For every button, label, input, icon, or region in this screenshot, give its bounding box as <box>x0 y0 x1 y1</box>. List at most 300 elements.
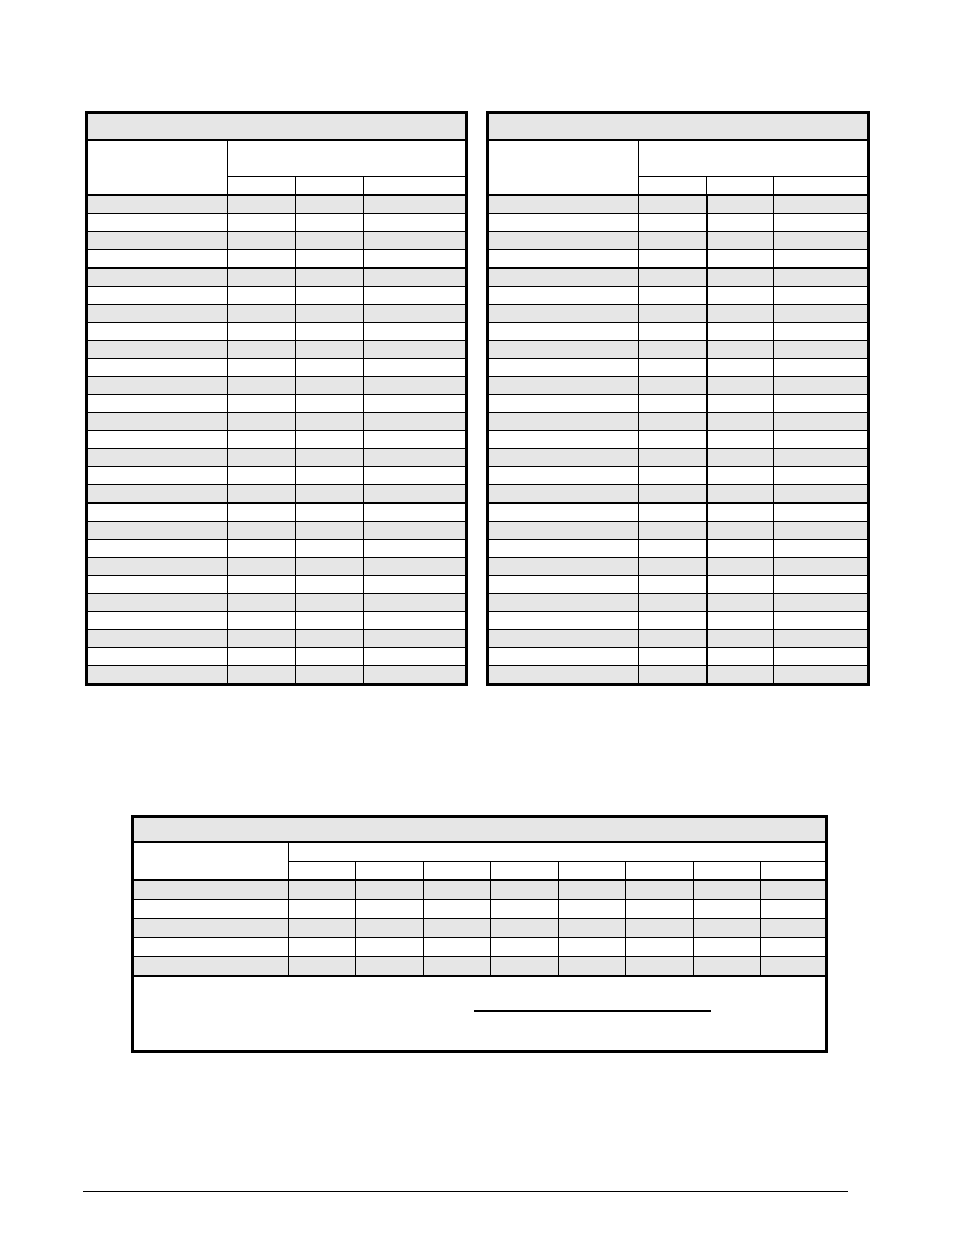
table-cell <box>694 900 761 919</box>
table-cell <box>364 268 467 287</box>
table-cell <box>228 449 296 467</box>
column-header <box>639 177 707 196</box>
table-cell <box>296 305 364 323</box>
table-cell <box>707 359 774 377</box>
table-cell <box>296 323 364 341</box>
table-cell <box>228 648 296 666</box>
table-cell <box>228 359 296 377</box>
table-cell <box>694 957 761 977</box>
table-cell <box>87 214 228 232</box>
table-cell <box>774 250 869 269</box>
table-row <box>87 214 467 232</box>
table-cell <box>228 503 296 522</box>
table-row <box>488 449 869 467</box>
table-cell <box>87 576 228 594</box>
table-cell <box>488 214 639 232</box>
table-cell <box>774 431 869 449</box>
table-cell <box>228 576 296 594</box>
table-cell <box>289 957 356 977</box>
table-cell <box>364 377 467 395</box>
table-cell <box>491 938 559 957</box>
table-row <box>488 630 869 648</box>
table-cell <box>774 485 869 504</box>
table-cell <box>639 576 707 594</box>
table-cell <box>707 268 774 287</box>
table-cell <box>364 250 467 269</box>
table-cell <box>296 214 364 232</box>
table-cell <box>488 630 639 648</box>
table-cell <box>228 413 296 431</box>
table-cell <box>87 323 228 341</box>
table-cell <box>626 900 694 919</box>
table-cell <box>364 503 467 522</box>
column-header <box>559 862 626 881</box>
table-cell <box>364 323 467 341</box>
table-cell <box>488 395 639 413</box>
table-row <box>133 938 827 957</box>
table-cell <box>774 359 869 377</box>
table-row <box>488 467 869 485</box>
table-cell <box>296 377 364 395</box>
table-cell <box>774 214 869 232</box>
table-cell <box>364 485 467 504</box>
table-row <box>87 485 467 504</box>
table-row <box>87 287 467 305</box>
table-cell <box>707 195 774 214</box>
table-cell <box>491 880 559 900</box>
table-cell <box>694 880 761 900</box>
table-cell <box>87 522 228 540</box>
table-cell <box>296 540 364 558</box>
table-cell <box>774 612 869 630</box>
table-cell <box>424 957 491 977</box>
table-cell <box>707 250 774 269</box>
table-cell <box>707 522 774 540</box>
table-cell <box>228 630 296 648</box>
table-cell <box>488 413 639 431</box>
table-cell <box>488 558 639 576</box>
table-cell <box>707 305 774 323</box>
table-cell <box>774 395 869 413</box>
table-row <box>87 305 467 323</box>
table-row <box>87 250 467 269</box>
table-row <box>488 485 869 504</box>
table-cell <box>639 359 707 377</box>
table-cell <box>774 287 869 305</box>
table-row <box>87 323 467 341</box>
table-cell <box>87 341 228 359</box>
table-row <box>488 612 869 630</box>
table-title-row <box>87 113 467 141</box>
table-header-row <box>133 842 827 862</box>
table-cell <box>774 522 869 540</box>
table-cell <box>639 214 707 232</box>
table-cell <box>774 449 869 467</box>
table-row <box>488 305 869 323</box>
column-header <box>626 862 694 881</box>
column-header <box>424 862 491 881</box>
table-cell <box>296 250 364 269</box>
table-cell <box>296 594 364 612</box>
table-cell <box>364 195 467 214</box>
table-row <box>133 957 827 977</box>
table-cell <box>639 377 707 395</box>
table-cell <box>639 612 707 630</box>
table-cell <box>639 449 707 467</box>
table-row <box>488 232 869 250</box>
table-cell <box>364 612 467 630</box>
table-cell <box>774 467 869 485</box>
table-cell <box>639 341 707 359</box>
table-cell <box>694 919 761 938</box>
table-cell <box>639 250 707 269</box>
table-cell <box>364 540 467 558</box>
table-cell <box>774 648 869 666</box>
table-row <box>87 503 467 522</box>
table-cell <box>87 377 228 395</box>
table-cell <box>491 957 559 977</box>
table-cell <box>488 612 639 630</box>
table-cell <box>87 630 228 648</box>
table-cell <box>228 431 296 449</box>
table-cell <box>639 195 707 214</box>
column-header <box>356 862 424 881</box>
table-cell <box>87 612 228 630</box>
column-group-header <box>639 140 869 177</box>
column-header <box>694 862 761 881</box>
table-cell <box>228 540 296 558</box>
table-row <box>488 503 869 522</box>
table-cell <box>296 431 364 449</box>
table-row <box>87 648 467 666</box>
table-cell <box>87 195 228 214</box>
table-cell <box>364 576 467 594</box>
signature-row <box>133 976 827 1052</box>
table-cell <box>228 323 296 341</box>
table-cell <box>559 880 626 900</box>
table-cell <box>356 919 424 938</box>
table-cell <box>488 431 639 449</box>
table-cell <box>87 485 228 504</box>
table-cell <box>424 880 491 900</box>
table-cell <box>356 938 424 957</box>
table-cell <box>228 268 296 287</box>
table-cell <box>488 522 639 540</box>
table-cell <box>356 880 424 900</box>
table-row <box>87 467 467 485</box>
table-cell <box>488 540 639 558</box>
table-cell <box>639 268 707 287</box>
table-cell <box>296 503 364 522</box>
table-cell <box>87 467 228 485</box>
table-cell <box>296 195 364 214</box>
table-row <box>87 558 467 576</box>
table-cell <box>289 880 356 900</box>
data-table-left <box>85 111 468 686</box>
table-cell <box>488 485 639 504</box>
table-title <box>87 113 467 141</box>
table-cell <box>639 287 707 305</box>
table-cell <box>289 938 356 957</box>
table-cell <box>296 359 364 377</box>
column-header <box>364 177 467 196</box>
table-row <box>87 359 467 377</box>
column-header-name <box>87 140 228 195</box>
table-cell <box>296 648 364 666</box>
table-row <box>87 522 467 540</box>
table-cell <box>707 485 774 504</box>
table-cell <box>364 648 467 666</box>
table-cell <box>774 594 869 612</box>
table-cell <box>296 287 364 305</box>
table-cell <box>228 195 296 214</box>
table-cell <box>707 413 774 431</box>
column-header <box>491 862 559 881</box>
table-cell <box>87 395 228 413</box>
table-row <box>488 395 869 413</box>
table-cell <box>488 341 639 359</box>
column-header <box>707 177 774 196</box>
table-row <box>87 377 467 395</box>
table-cell <box>639 558 707 576</box>
table-cell <box>707 540 774 558</box>
table-cell <box>639 666 707 685</box>
table-cell <box>296 341 364 359</box>
table-cell <box>488 666 639 685</box>
table-cell <box>133 880 289 900</box>
table-cell <box>87 268 228 287</box>
column-header <box>761 862 827 881</box>
table-cell <box>639 305 707 323</box>
table-cell <box>761 880 827 900</box>
table-row <box>488 431 869 449</box>
table-cell <box>488 449 639 467</box>
table-cell <box>639 503 707 522</box>
table-cell <box>488 576 639 594</box>
table-cell <box>488 287 639 305</box>
table-cell <box>559 938 626 957</box>
table-cell <box>87 449 228 467</box>
table-cell <box>707 558 774 576</box>
table-cell <box>774 232 869 250</box>
table-cell <box>491 900 559 919</box>
table-cell <box>356 957 424 977</box>
table-cell <box>774 377 869 395</box>
table-row <box>488 268 869 287</box>
table-cell <box>364 467 467 485</box>
table-cell <box>289 900 356 919</box>
table-row <box>133 900 827 919</box>
table-cell <box>626 880 694 900</box>
table-cell <box>87 287 228 305</box>
table-cell <box>491 919 559 938</box>
table-header-row <box>488 140 869 177</box>
table-cell <box>289 919 356 938</box>
table-cell <box>694 938 761 957</box>
table-row <box>488 576 869 594</box>
table-cell <box>707 287 774 305</box>
table-cell <box>639 540 707 558</box>
table-cell <box>707 594 774 612</box>
table-cell <box>626 957 694 977</box>
table-cell <box>774 666 869 685</box>
table-cell <box>424 900 491 919</box>
table-cell <box>356 900 424 919</box>
table-cell <box>364 413 467 431</box>
table-cell <box>707 395 774 413</box>
table-cell <box>133 919 289 938</box>
page-footer-rule <box>83 1191 848 1192</box>
table-cell <box>87 413 228 431</box>
table-title <box>133 817 827 843</box>
table-cell <box>707 323 774 341</box>
column-header-name <box>133 842 289 880</box>
table-row <box>488 250 869 269</box>
table-row <box>488 287 869 305</box>
table-cell <box>707 377 774 395</box>
table-cell <box>488 377 639 395</box>
table-cell <box>774 503 869 522</box>
table-cell <box>296 413 364 431</box>
table-cell <box>296 558 364 576</box>
table-cell <box>296 576 364 594</box>
table-cell <box>228 558 296 576</box>
table-row <box>488 214 869 232</box>
table-cell <box>707 341 774 359</box>
table-left-body <box>87 113 467 685</box>
table-cell <box>87 648 228 666</box>
column-header <box>774 177 869 196</box>
table-cell <box>774 268 869 287</box>
table-cell <box>364 214 467 232</box>
table-cell <box>228 341 296 359</box>
table-cell <box>707 576 774 594</box>
table-cell <box>639 431 707 449</box>
table-cell <box>228 594 296 612</box>
table-title-row <box>133 817 827 843</box>
table-cell <box>639 648 707 666</box>
table-cell <box>228 522 296 540</box>
table-row <box>87 576 467 594</box>
table-cell <box>87 503 228 522</box>
table-header-row <box>87 140 467 177</box>
table-cell <box>296 630 364 648</box>
table-cell <box>774 341 869 359</box>
table-cell <box>488 305 639 323</box>
table-row <box>87 195 467 214</box>
column-header-name <box>488 140 639 195</box>
table-row <box>488 522 869 540</box>
table-bottom-body <box>133 817 827 1052</box>
table-cell <box>774 630 869 648</box>
table-cell <box>364 594 467 612</box>
signature-line[interactable] <box>474 1010 711 1012</box>
table-row <box>488 359 869 377</box>
table-row <box>488 540 869 558</box>
table-cell <box>228 287 296 305</box>
table-row <box>488 195 869 214</box>
table-cell <box>707 666 774 685</box>
table-cell <box>364 431 467 449</box>
table-cell <box>296 268 364 287</box>
table-right-body <box>488 113 869 685</box>
data-table-right <box>486 111 870 686</box>
table-cell <box>761 919 827 938</box>
table-cell <box>488 648 639 666</box>
table-cell <box>639 630 707 648</box>
table-row <box>488 558 869 576</box>
table-cell <box>707 214 774 232</box>
table-cell <box>707 612 774 630</box>
table-cell <box>488 268 639 287</box>
table-cell <box>87 666 228 685</box>
table-cell <box>639 522 707 540</box>
table-cell <box>87 359 228 377</box>
data-table-bottom <box>131 815 828 1053</box>
column-group-header <box>228 140 467 177</box>
table-cell <box>626 919 694 938</box>
table-cell <box>228 612 296 630</box>
table-cell <box>87 594 228 612</box>
table-row <box>488 323 869 341</box>
table-cell <box>133 957 289 977</box>
table-cell <box>364 341 467 359</box>
column-header <box>289 862 356 881</box>
table-cell <box>488 359 639 377</box>
table-row <box>488 341 869 359</box>
table-cell <box>228 377 296 395</box>
table-cell <box>774 195 869 214</box>
table-cell <box>228 214 296 232</box>
table-row <box>488 413 869 431</box>
table-row <box>87 431 467 449</box>
table-cell <box>87 232 228 250</box>
column-header <box>296 177 364 196</box>
table-row <box>87 666 467 685</box>
table-cell <box>364 522 467 540</box>
table-cell <box>774 323 869 341</box>
table-row <box>87 612 467 630</box>
table-cell <box>639 232 707 250</box>
table-row <box>87 232 467 250</box>
table-cell <box>761 938 827 957</box>
column-group-header <box>289 842 827 862</box>
table-cell <box>707 449 774 467</box>
table-cell <box>364 305 467 323</box>
table-cell <box>296 666 364 685</box>
table-cell <box>296 232 364 250</box>
table-row <box>87 268 467 287</box>
table-title-row <box>488 113 869 141</box>
table-cell <box>228 232 296 250</box>
table-cell <box>364 287 467 305</box>
table-cell <box>707 467 774 485</box>
table-cell <box>133 938 289 957</box>
table-cell <box>87 305 228 323</box>
table-row <box>87 413 467 431</box>
table-row <box>87 341 467 359</box>
table-cell <box>296 485 364 504</box>
table-cell <box>296 522 364 540</box>
table-cell <box>228 467 296 485</box>
table-cell <box>364 395 467 413</box>
table-cell <box>707 232 774 250</box>
table-cell <box>87 540 228 558</box>
table-cell <box>639 485 707 504</box>
table-cell <box>488 323 639 341</box>
table-cell <box>639 413 707 431</box>
table-cell <box>774 558 869 576</box>
